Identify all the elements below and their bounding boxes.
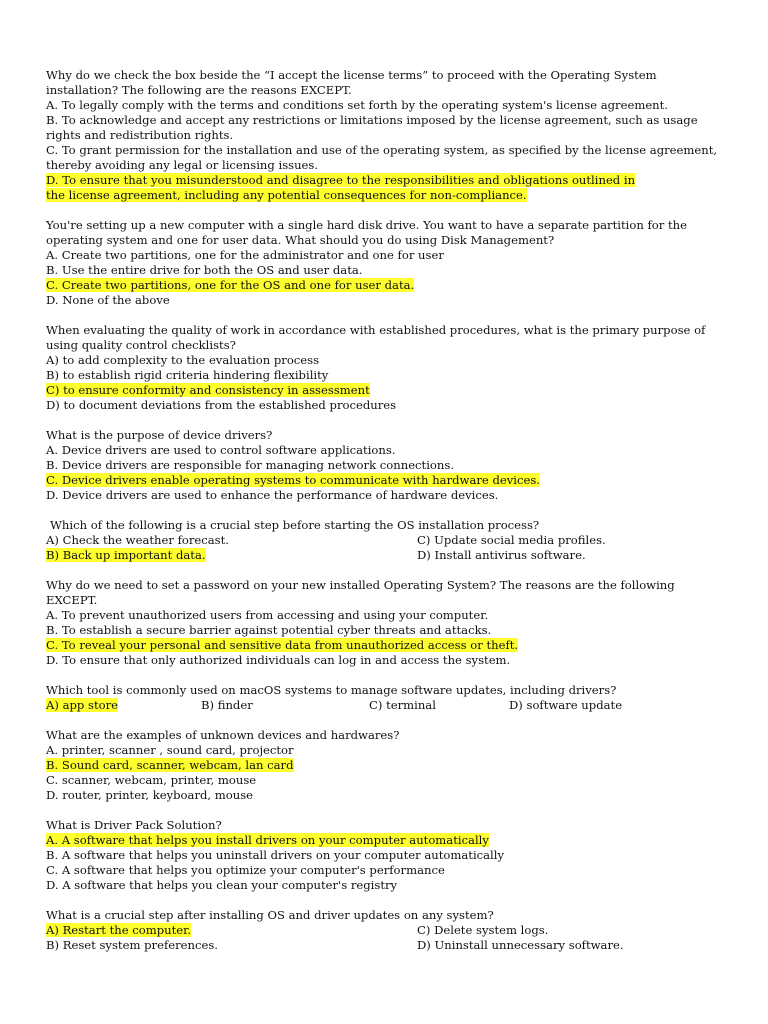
option-c-answer: C) to ensure conformity and consistency in assessment	[46, 383, 370, 397]
question-7	[46, 683, 722, 713]
option-d: D) Uninstall unnecessary software.	[417, 938, 624, 952]
question-1	[46, 68, 722, 203]
option-a: A. To legally comply with the terms and conditions set forth by the operating system's license agreement.	[46, 98, 668, 112]
question-stem: Why do we need to set a password on your new installed Operating System? The reasons are the following EXCEPT.	[46, 578, 675, 607]
question-5	[46, 518, 722, 563]
option-d: D) to document deviations from the established procedures	[46, 398, 397, 412]
option-b: B. Use the entire drive for both the OS and user data.	[46, 263, 363, 277]
question-stem: What is Driver Pack Solution?	[46, 818, 222, 832]
question-9	[46, 818, 722, 893]
option-b: B. Device drivers are responsible for managing network connections.	[46, 458, 455, 472]
option-c: C) Delete system logs.	[417, 923, 549, 937]
question-10	[46, 908, 722, 953]
question-stem: Why do we check the box beside the “I accept the license terms” to proceed with the Operating System installation? The following are the reasons EXCEPT.	[46, 68, 657, 97]
question-2	[46, 218, 722, 308]
option-a: A. Device drivers are used to control software applications.	[46, 443, 396, 457]
option-b: B) Reset system preferences.	[46, 938, 218, 952]
question-stem: When evaluating the quality of work in accordance with established procedures, what is the primary purpose of using quality control checklists?	[46, 323, 706, 352]
option-a: A) to add complexity to the evaluation process	[46, 353, 320, 367]
question-stem: You're setting up a new computer with a single hard disk drive. You want to have a separate partition for the operating system and one for user data. What should you do using Disk Management?	[46, 218, 687, 247]
option-d: D. Device drivers are used to enhance the performance of hardware devices.	[46, 488, 499, 502]
option-d: D. To ensure that only authorized individuals can log in and access the system.	[46, 653, 511, 667]
option-a-answer: A. A software that helps you install drivers on your computer automatically	[46, 833, 489, 847]
option-b: B. To establish a secure barrier against potential cyber threats and attacks.	[46, 623, 492, 637]
option-a: A. To prevent unauthorized users from accessing and using your computer.	[46, 608, 489, 622]
option-c-answer: C. To reveal your personal and sensitive data from unauthorized access or theft.	[46, 638, 519, 652]
option-d: D) Install antivirus software.	[417, 548, 586, 562]
option-d: D) software update	[509, 698, 623, 712]
option-d: D. router, printer, keyboard, mouse	[46, 788, 254, 802]
option-b: B) finder	[201, 698, 253, 712]
option-a: A. Create two partitions, one for the administrator and one for user	[46, 248, 444, 262]
question-stem: Which of the following is a crucial step before starting the OS installation process?	[50, 518, 540, 532]
option-c: C. To grant permission for the installation and use of the operating system, as specified by the license agreement, thereby avoiding any legal or licensing issues.	[46, 143, 718, 172]
option-a: A) Check the weather forecast.	[46, 533, 229, 547]
question-8	[46, 728, 722, 803]
option-c-answer: C. Device drivers enable operating systems to communicate with hardware devices.	[46, 473, 540, 487]
option-d: D. None of the above	[46, 293, 170, 307]
question-stem: What is a crucial step after installing OS and driver updates on any system?	[46, 908, 494, 922]
option-b: B. To acknowledge and accept any restrictions or limitations imposed by the license agreement, such as usage rights and redistribution rights.	[46, 113, 698, 142]
question-6	[46, 578, 722, 668]
option-b-answer: B) Back up important data.	[46, 548, 206, 562]
question-stem: What is the purpose of device drivers?	[46, 428, 273, 442]
option-a-answer: A) Restart the computer.	[46, 923, 192, 937]
question-stem: Which tool is commonly used on macOS systems to manage software updates, including drivers?	[46, 683, 617, 697]
option-c: C) terminal	[369, 698, 436, 712]
option-d: D. A software that helps you clean your computer's registry	[46, 878, 398, 892]
option-a: A. printer, scanner , sound card, projector	[46, 743, 294, 757]
option-b: B) to establish rigid criteria hindering flexibility	[46, 368, 329, 382]
option-c: C. A software that helps you optimize your computer's performance	[46, 863, 445, 877]
option-b: B. A software that helps you uninstall drivers on your computer automatically	[46, 848, 505, 862]
option-b-answer: B. Sound card, scanner, webcam, lan card	[46, 758, 294, 772]
option-d-answer-line2: the license agreement, including any potential consequences for non-compliance.	[46, 188, 527, 202]
question-stem: What are the examples of unknown devices and hardwares?	[46, 728, 400, 742]
option-c: C. scanner, webcam, printer, mouse	[46, 773, 257, 787]
option-d-answer-line1: D. To ensure that you misunderstood and disagree to the responsibilities and obligations outlined in	[46, 173, 636, 187]
option-c-answer: C. Create two partitions, one for the OS and one for user data.	[46, 278, 415, 292]
option-c: C) Update social media profiles.	[417, 533, 606, 547]
question-4	[46, 428, 722, 503]
option-a-answer: A) app store	[46, 698, 119, 712]
question-3	[46, 323, 722, 413]
